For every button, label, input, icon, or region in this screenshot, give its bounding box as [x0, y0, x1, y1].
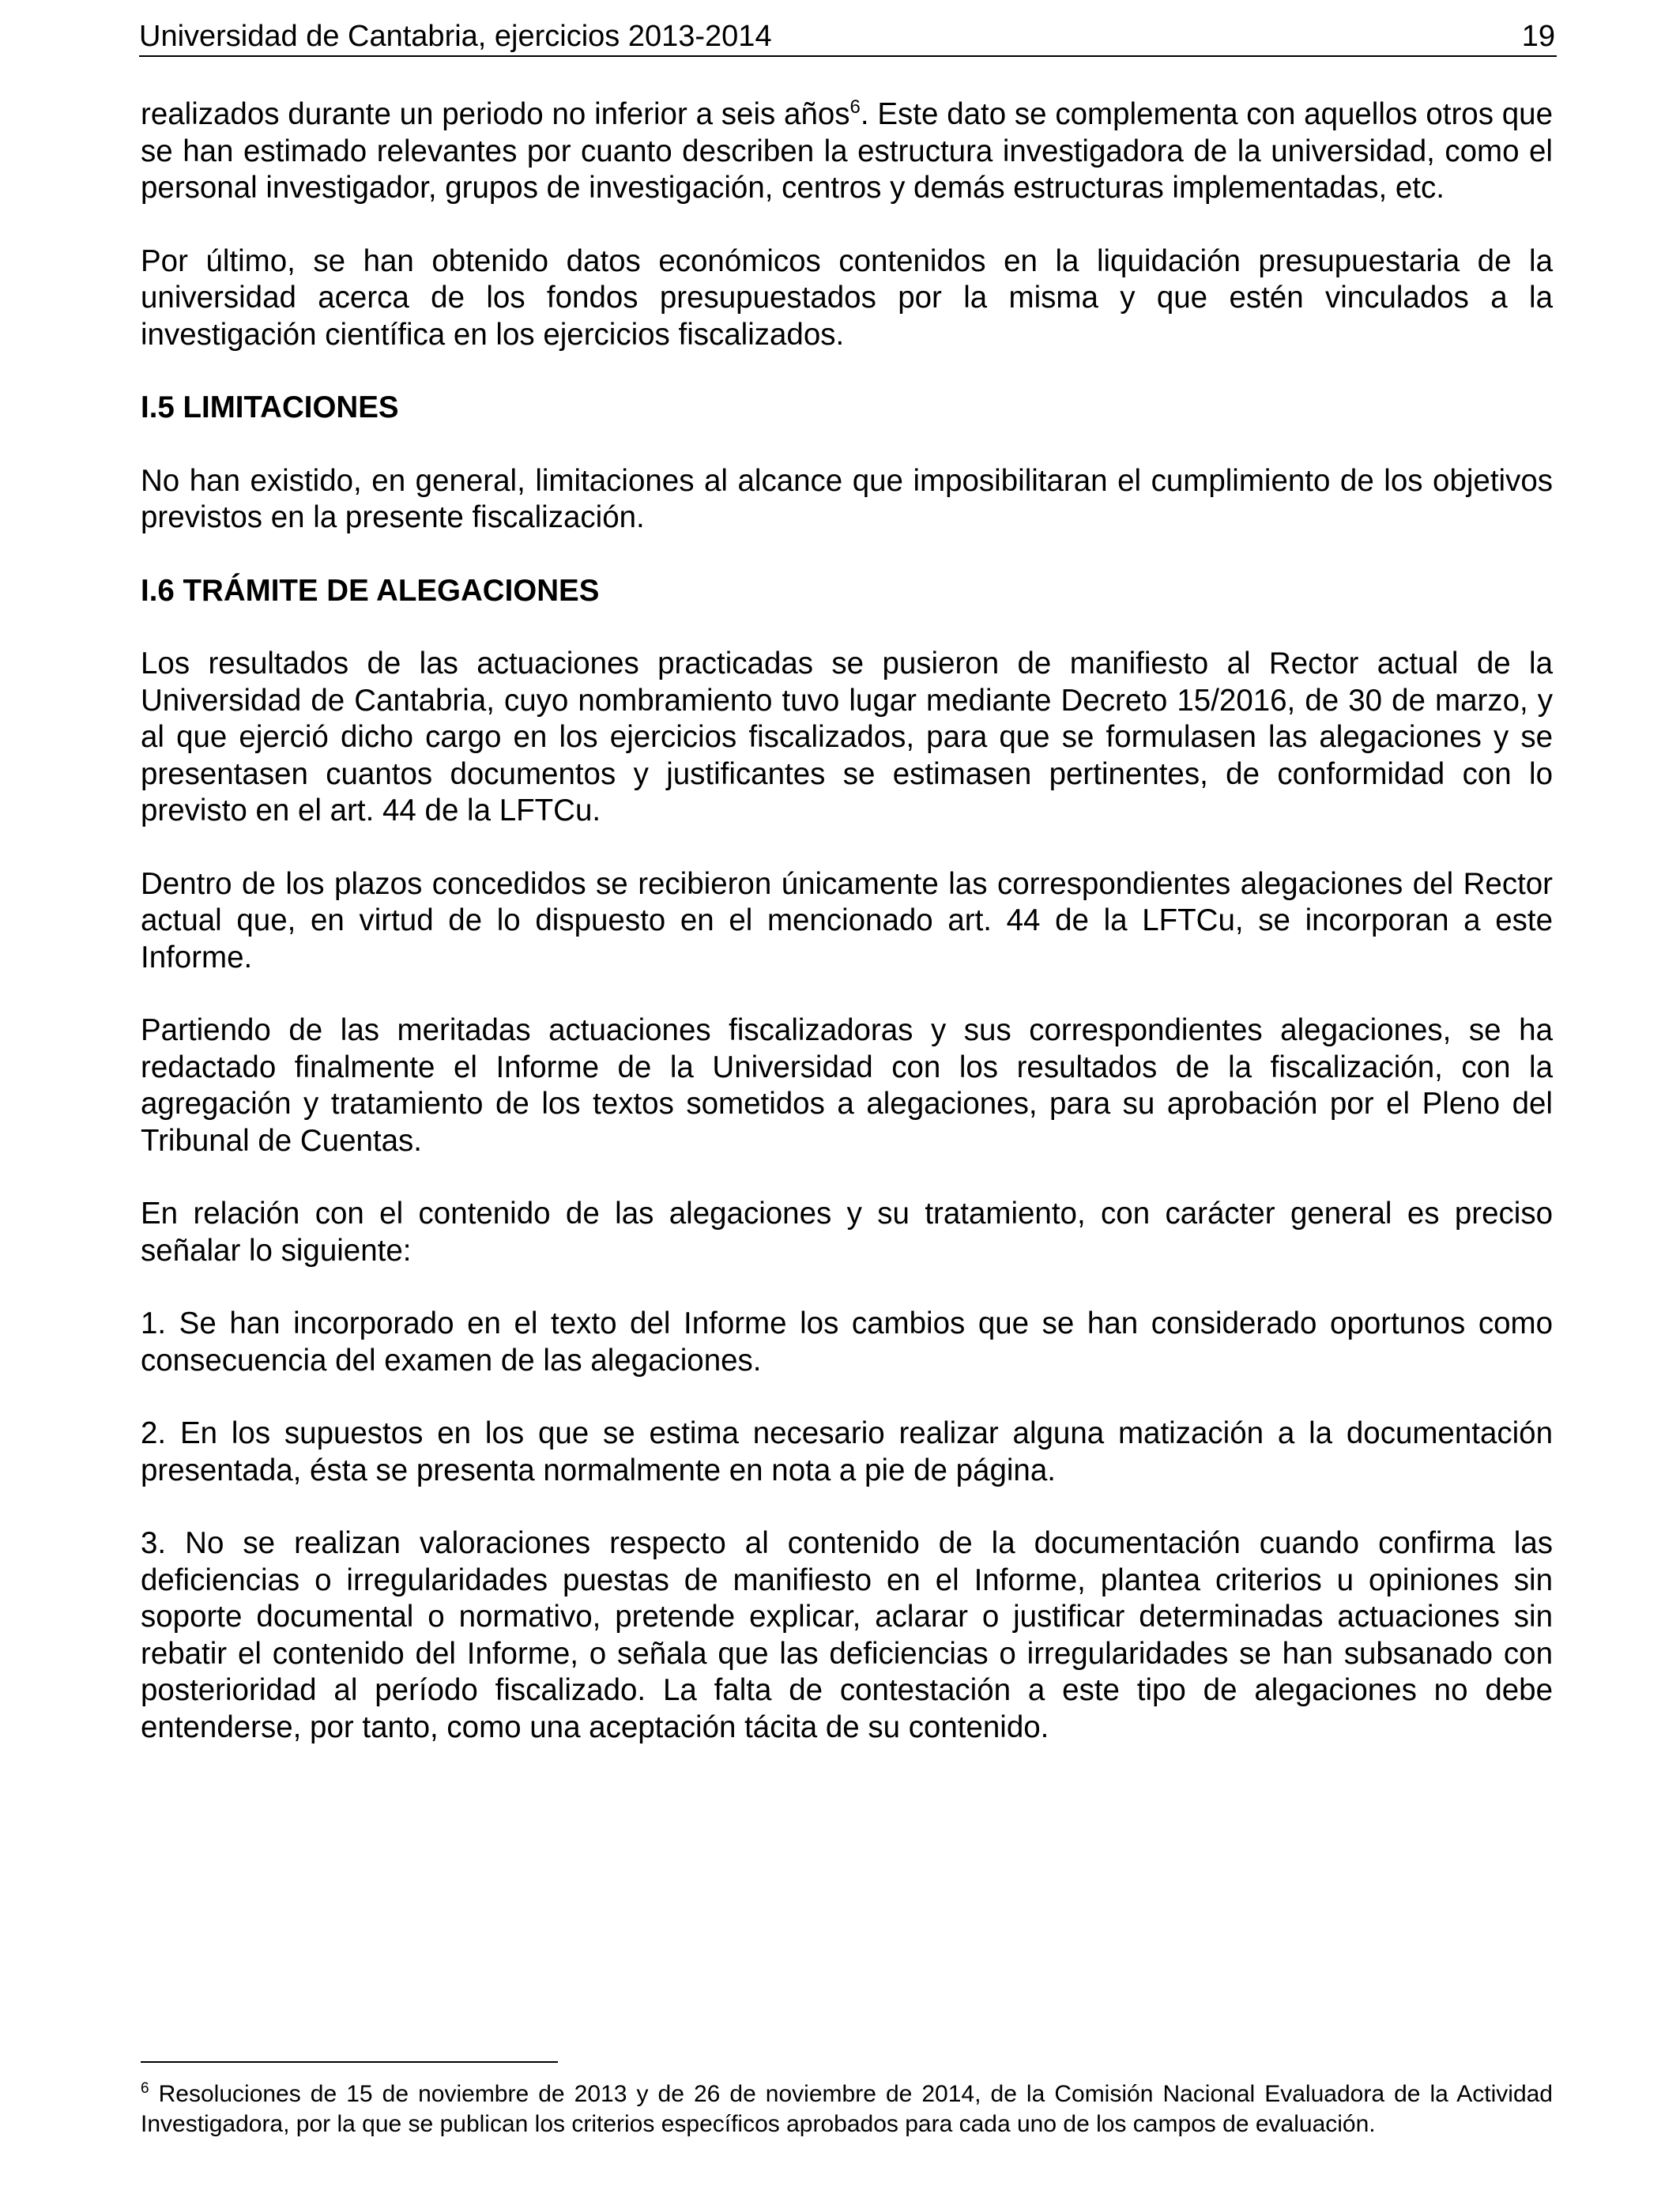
list-item-2: 2. En los supuestos en los que se estima necesario realizar alguna matización a la documentación presentada, ésta se presenta normalmente en nota a pie de página. — [141, 1416, 1553, 1487]
paragraph-6: Partiendo de las meritadas actuaciones fiscalizadoras y sus correspondientes alegaciones, se ha redactado finalmente el Informe de la Universidad con los resultados de la fiscalización, con la agregación y tratamiento de los textos sometidos a alegaciones, para su aprobación por el Pleno del Tribunal de Cuentas. — [141, 1013, 1553, 1158]
footnote-number: 6 — [141, 2080, 149, 2097]
section-heading-alegaciones: I.6 TRÁMITE DE ALEGACIONES — [141, 573, 600, 608]
footnote-reference: 6 — [849, 96, 861, 119]
paragraph-4: Los resultados de las actuaciones practicadas se pusieron de manifiesto al Rector actual de la Universidad de Cantabria, cuyo nombramiento tuvo lugar mediante Decreto 15/2016, de 30 de marzo, y al que ejerció dicho cargo en los ejercicios fiscalizados, para que se formulasen las alegaciones y se presentasen cuantos documentos y justificantes se estimasen pertinentes, de conformidad con lo previsto en el art. 44 de la LFTCu. — [141, 647, 1553, 827]
paragraph-5: Dentro de los plazos concedidos se recibieron únicamente las correspondientes alegaciones del Rector actual que, en virtud de lo dispuesto en el mencionado art. 44 de la LFTCu, se incorporan a este Informe. — [141, 866, 1553, 974]
paragraph-1-text-b: . Este dato se complementa con aquellos otros que se han estimado relevantes por cuanto describen la estructura investigadora de la universidad, como el personal investigador, grupos de investigación, centros y demás estructuras implementadas, etc. — [141, 97, 1553, 205]
paragraph-7: En relación con el contenido de las alegaciones y su tratamiento, con carácter general es preciso señalar lo siguiente: — [141, 1197, 1553, 1268]
list-item-1: 1. Se han incorporado en el texto del Informe los cambios que se han considerado oportunos como consecuencia del examen de las alegaciones. — [141, 1306, 1553, 1378]
footnote — [141, 2079, 1553, 2139]
paragraph-2: Por último, se han obtenido datos económicos contenidos en la liquidación presupuestaria de la universidad acerca de los fondos presupuestados por la misma y que estén vinculados a la investigación científica en los ejercicios fiscalizados. — [141, 243, 1553, 352]
document-body — [141, 96, 1553, 1782]
paragraph-1 — [141, 96, 1553, 207]
page-header — [139, 14, 1557, 57]
page-number: 19 — [1521, 20, 1555, 53]
paragraph-3: No han existido, en general, limitaciones al alcance que imposibilitaran el cumplimiento de los objetivos previstos en la presente fiscalización. — [141, 463, 1553, 534]
list-item-3: 3. No se realizan valoraciones respecto al contenido de la documentación cuando confirma las deficiencias o irregularidades puestas de manifiesto en el Informe, plantea criterios u opiniones sin soporte documental o normativo, pretende explicar, aclarar o justificar determinadas actuaciones sin rebatir el contenido del Informe, o señala que las deficiencias o irregularidades se han subsanado con posterioridad al período fiscalizado. La falta de contestación a este tipo de alegaciones no debe entenderse, por tanto, como una aceptación tácita de su contenido. — [141, 1526, 1553, 1744]
header-title: Universidad de Cantabria, ejercicios 2013-2014 — [139, 20, 772, 53]
paragraph-1-text-a: realizados durante un periodo no inferior a seis años — [141, 97, 850, 131]
footnote-text: Resoluciones de 15 de noviembre de 2013 y de 26 de noviembre de 2014, de la Comisión Nacional Evaluadora de la Actividad Investigadora, por la que se publican los criterios específicos aprobados para cada uno de los campos de evaluación. — [141, 2081, 1553, 2137]
section-heading-limitaciones: I.5 LIMITACIONES — [141, 390, 399, 424]
footnote-separator — [141, 2061, 558, 2063]
